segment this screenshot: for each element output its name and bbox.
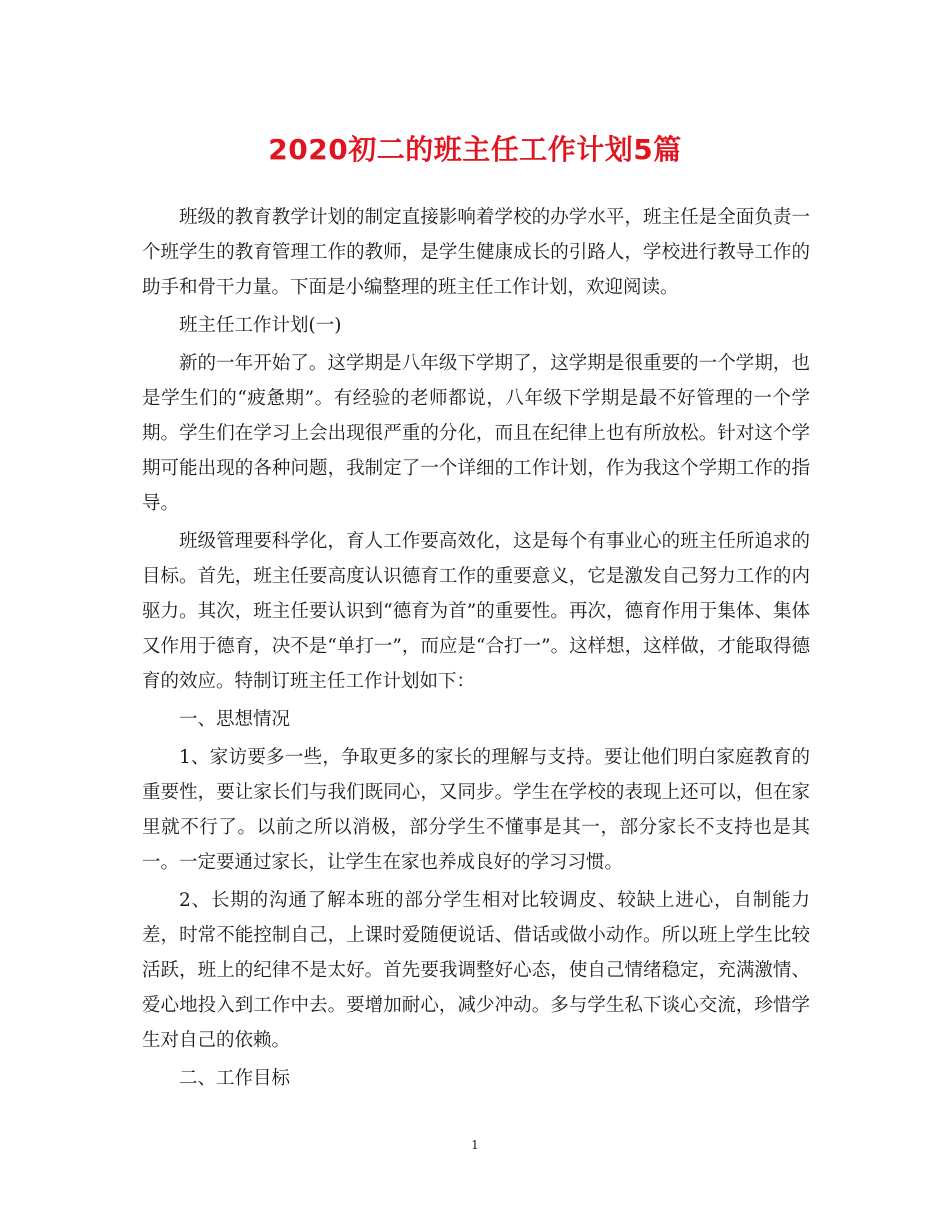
page-number: 1 [471, 1138, 479, 1152]
body-paragraph: 2、长期的沟通了解本班的部分学生相对比较调皮、较缺上进心，自制能力差，时常不能控制自己，上课时爱随便说话、借话或做小动作。所以班上学生比较活跃，班上的纪律不是太好。首先要我调整好心态，使自己情绪稳定，充满激情、爱心地投入到工作中去。要增加耐心，减少冲动。多与学生私下谈心交流，珍惜学生对自己的依赖。 [142, 890, 810, 1051]
body-paragraph: 新的一年开始了。这学期是八年级下学期了，这学期是很重要的一个学期，也是学生们的“疲惫期”。有经验的老师都说，八年级下学期是最不好管理的一个学期。学生们在学习上会出现很严重的分化，而且在纪律上也有所放松。针对这个学期可能出现的各种问题，我制定了一个详细的工作计划，作为我这个学期工作的指导。 [142, 353, 810, 514]
intro-paragraph: 班级的教育教学计划的制定直接影响着学校的办学水平，班主任是全面负责一个班学生的教育管理工作的教师，是学生健康成长的引路人，学校进行教导工作的助手和骨干力量。下面是小编整理的班主任工作计划，欢迎阅读。 [142, 207, 810, 298]
body-paragraph: 班级管理要科学化，育人工作要高效化，这是每个有事业心的班主任所追求的目标。首先，班主任要高度认识德育工作的重要意义，它是激发自己努力工作的内驱力。其次，班主任要认识到“德育为首”的重要性。再次，德育作用于集体、集体又作用于德育，决不是“单打一”，而应是“合打一”。这样想，这样做，才能取得德育的效应。特制订班主任工作计划如下： [142, 531, 810, 692]
document-title: 2020初二的班主任工作计划5篇 [268, 133, 682, 166]
section-heading-goals: 二、工作目标 [179, 1068, 291, 1089]
section-heading-plan-one: 班主任工作计划(一) [179, 315, 342, 336]
document-body [142, 200, 810, 1099]
body-paragraph: 1、家访要多一些，争取更多的家长的理解与支持。要让他们明白家庭教育的重要性，要让家长们与我们既同心，又同步。学生在学校的表现上还可以，但在家里就不行了。以前之所以消极，部分学生不懂事是其一，部分家长不支持也是其一。一定要通过家长，让学生在家也养成良好的学习习惯。 [142, 747, 810, 873]
section-heading-thoughts: 一、思想情况 [179, 709, 291, 730]
